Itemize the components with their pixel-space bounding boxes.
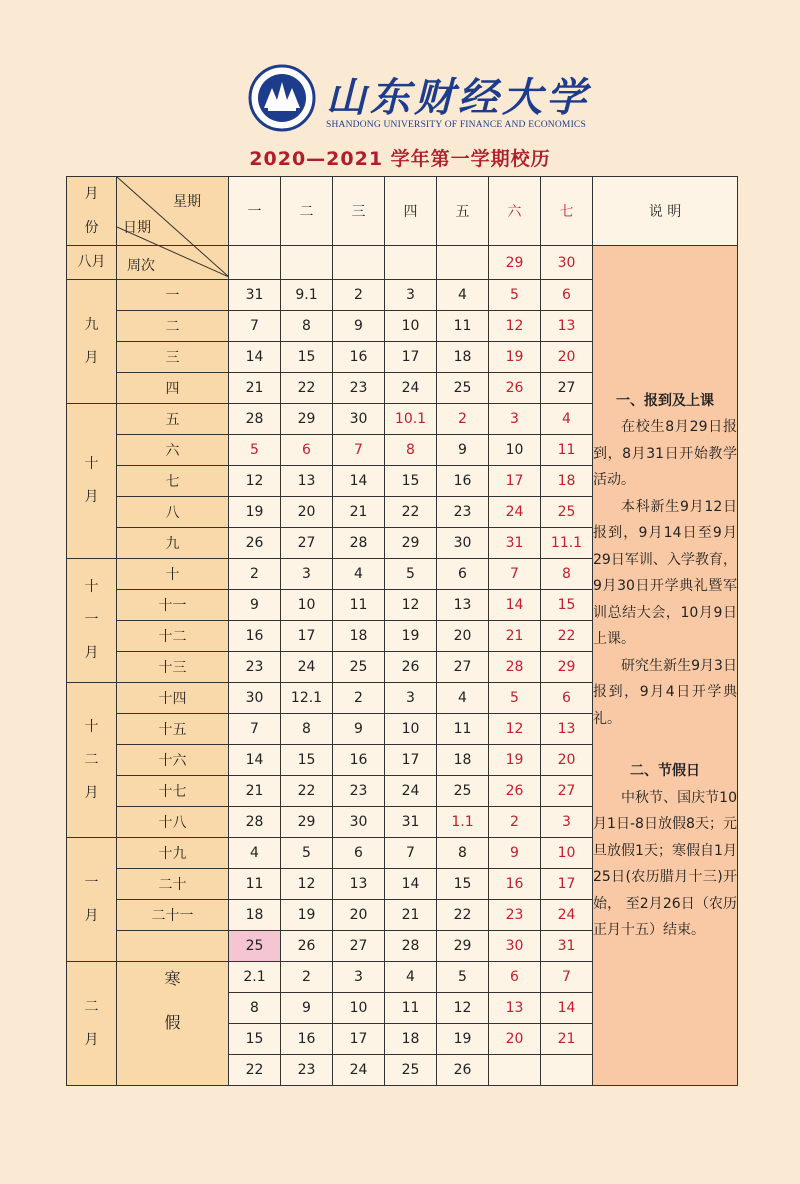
date-cell: 15: [541, 590, 593, 621]
date-cell: 13: [489, 993, 541, 1024]
date-cell: 16: [437, 466, 489, 497]
date-cell: 17: [385, 342, 437, 373]
notes-paragraph: 在校生8月29日报到，8月31日开始教学活动。: [593, 419, 737, 488]
date-cell: 17: [281, 621, 333, 652]
date-cell: 19: [489, 745, 541, 776]
date-cell: 28: [229, 404, 281, 435]
date-cell: 23: [333, 776, 385, 807]
date-cell: 14: [229, 745, 281, 776]
date-cell: 9: [437, 435, 489, 466]
diag-week-label: 周次: [127, 258, 155, 274]
date-cell: 20: [541, 342, 593, 373]
date-cell: 21: [333, 497, 385, 528]
university-seal-icon: [248, 64, 316, 132]
university-name-cn: 山东财经大学: [326, 74, 590, 121]
date-cell: 13: [333, 869, 385, 900]
date-cell: 9.1: [281, 280, 333, 311]
date-cell: 25: [333, 652, 385, 683]
date-cell: 17: [541, 869, 593, 900]
date-cell: 29: [385, 528, 437, 559]
date-cell: 16: [281, 1024, 333, 1055]
date-cell: 10.1: [385, 404, 437, 435]
diag-date-label: 日期: [123, 220, 151, 236]
date-cell: 24: [281, 652, 333, 683]
date-cell: 6: [437, 559, 489, 590]
date-cell: 23: [229, 652, 281, 683]
date-cell: 23: [281, 1055, 333, 1086]
date-cell: 6: [541, 683, 593, 714]
week-number-cell: 九: [117, 528, 229, 559]
week-number-cell: 六: [117, 435, 229, 466]
date-cell: 4: [333, 559, 385, 590]
date-cell: 10: [489, 435, 541, 466]
page-title: 2020—2021 学年第一学期校历: [249, 148, 551, 170]
date-cell: 24: [385, 776, 437, 807]
week-number-cell: 四: [117, 373, 229, 404]
weekday-header: 五: [437, 177, 489, 246]
date-cell: 4: [541, 404, 593, 435]
date-cell: 11: [541, 435, 593, 466]
date-cell: 14: [229, 342, 281, 373]
date-cell: 19: [437, 1024, 489, 1055]
date-cell: 17: [489, 466, 541, 497]
date-cell: 3: [385, 280, 437, 311]
week-number-cell: 二十一: [117, 900, 229, 931]
date-cell: 15: [281, 745, 333, 776]
date-cell: [281, 246, 333, 280]
date-cell: 27: [333, 931, 385, 962]
date-cell: 9: [281, 993, 333, 1024]
date-cell: 25: [437, 776, 489, 807]
date-cell: 2: [333, 280, 385, 311]
date-cell: 30: [541, 246, 593, 280]
date-cell: [541, 1055, 593, 1086]
date-cell: 2: [229, 559, 281, 590]
date-cell: 4: [385, 962, 437, 993]
date-cell: 25: [385, 1055, 437, 1086]
date-cell: 9: [229, 590, 281, 621]
date-cell: 3: [333, 962, 385, 993]
week-number-cell: 十七: [117, 776, 229, 807]
weekday-header: 四: [385, 177, 437, 246]
date-cell: 11: [333, 590, 385, 621]
date-cell: 3: [489, 404, 541, 435]
date-cell: 2: [281, 962, 333, 993]
date-cell: 8: [385, 435, 437, 466]
week-number-cell: 二十: [117, 869, 229, 900]
date-cell: 17: [385, 745, 437, 776]
date-cell: 30: [489, 931, 541, 962]
date-cell: [437, 246, 489, 280]
date-cell: 18: [385, 1024, 437, 1055]
date-cell: 30: [437, 528, 489, 559]
date-cell: 18: [541, 466, 593, 497]
month-cell: 二 月: [67, 962, 117, 1086]
date-cell: 27: [437, 652, 489, 683]
notes-paragraph: 研究生新生9月3日报到，9月4日开学典礼。: [593, 657, 737, 727]
date-cell: 20: [333, 900, 385, 931]
month-column-header: 月 份: [67, 177, 117, 246]
date-cell: 19: [281, 900, 333, 931]
date-cell: 8: [229, 993, 281, 1024]
date-cell: 4: [437, 280, 489, 311]
date-cell: 11: [437, 311, 489, 342]
date-cell: 6: [541, 280, 593, 311]
month-cell: 十 二 月: [67, 683, 117, 838]
month-cell: 十 一 月: [67, 559, 117, 683]
date-cell: 22: [437, 900, 489, 931]
date-cell: 5: [385, 559, 437, 590]
week-number-cell: 十三: [117, 652, 229, 683]
weekday-header: 一: [229, 177, 281, 246]
date-cell: 2.1: [229, 962, 281, 993]
date-cell: 7: [541, 962, 593, 993]
date-cell: 31: [385, 807, 437, 838]
date-cell: 22: [229, 1055, 281, 1086]
week-number-cell: 五: [117, 404, 229, 435]
date-cell: 20: [437, 621, 489, 652]
date-cell: 14: [385, 869, 437, 900]
date-cell: 11: [385, 993, 437, 1024]
diag-weekday-label: 星期: [173, 194, 201, 210]
date-cell: 20: [489, 1024, 541, 1055]
date-cell: 16: [229, 621, 281, 652]
week-number-cell: 三: [117, 342, 229, 373]
date-cell: 23: [333, 373, 385, 404]
date-cell: 27: [541, 373, 593, 404]
academic-calendar-table: [66, 176, 738, 1086]
date-cell: 9: [489, 838, 541, 869]
date-cell: 2: [489, 807, 541, 838]
date-cell: 18: [333, 621, 385, 652]
date-cell: 9: [333, 714, 385, 745]
date-cell: 11: [229, 869, 281, 900]
date-cell: 5: [437, 962, 489, 993]
date-cell: 29: [541, 652, 593, 683]
weekday-header: 三: [333, 177, 385, 246]
date-cell: 10: [541, 838, 593, 869]
week-number-cell: 一: [117, 280, 229, 311]
date-cell: [333, 246, 385, 280]
date-cell: 18: [437, 342, 489, 373]
date-cell: [489, 1055, 541, 1086]
date-cell: 28: [333, 528, 385, 559]
date-cell: 12: [385, 590, 437, 621]
date-cell: 7: [229, 311, 281, 342]
date-cell: 10: [281, 590, 333, 621]
date-cell: 24: [385, 373, 437, 404]
date-cell: 2: [333, 683, 385, 714]
date-cell: 7: [385, 838, 437, 869]
notes-paragraph: 本科新生9月12日报到，9月14日至9月29日军训、入学教育，9月30日开学典礼暨军训总结大会，10月9日上课。: [593, 498, 737, 647]
date-cell: 11.1: [541, 528, 593, 559]
week-number-cell: 十二: [117, 621, 229, 652]
date-cell: 2: [437, 404, 489, 435]
date-cell: 31: [489, 528, 541, 559]
date-cell: 13: [281, 466, 333, 497]
date-cell: 12: [281, 869, 333, 900]
week-number-cell: 十一: [117, 590, 229, 621]
date-cell: 24: [541, 900, 593, 931]
date-cell: 21: [489, 621, 541, 652]
date-cell: 24: [489, 497, 541, 528]
date-cell: 21: [541, 1024, 593, 1055]
date-cell: 23: [437, 497, 489, 528]
week-cell: [117, 931, 229, 962]
weekday-header: 七: [541, 177, 593, 246]
date-cell: 21: [229, 776, 281, 807]
date-cell: 25: [229, 931, 281, 962]
date-cell: 30: [333, 404, 385, 435]
date-cell: 29: [281, 404, 333, 435]
date-cell: 28: [229, 807, 281, 838]
date-cell: 22: [281, 776, 333, 807]
notes-header: 说 明: [593, 177, 738, 246]
date-cell: 26: [385, 652, 437, 683]
date-cell: 3: [281, 559, 333, 590]
notes-paragraph: 中秋节、国庆节10月1日-8日放假8天；元旦放假1天；寒假自1月25日(农历腊月十三)开始， 至2月26日（农历正月十五）结束。: [593, 789, 737, 938]
week-number-cell: 二: [117, 311, 229, 342]
date-cell: 30: [229, 683, 281, 714]
date-cell: 12: [489, 714, 541, 745]
date-cell: 17: [333, 1024, 385, 1055]
date-cell: 21: [385, 900, 437, 931]
date-cell: 10: [385, 311, 437, 342]
date-cell: 29: [437, 931, 489, 962]
date-cell: 15: [385, 466, 437, 497]
date-cell: 13: [541, 311, 593, 342]
date-cell: 21: [229, 373, 281, 404]
date-cell: 18: [437, 745, 489, 776]
week-number-cell: 十八: [117, 807, 229, 838]
weekday-header: 六: [489, 177, 541, 246]
date-cell: 5: [281, 838, 333, 869]
date-cell: 19: [489, 342, 541, 373]
date-cell: 14: [541, 993, 593, 1024]
date-cell: 9: [333, 311, 385, 342]
notes-section2-title: 二、节假日: [630, 763, 700, 779]
date-cell: 12.1: [281, 683, 333, 714]
week-number-cell: 七: [117, 466, 229, 497]
date-cell: 6: [281, 435, 333, 466]
date-cell: [229, 246, 281, 280]
date-cell: 10: [385, 714, 437, 745]
month-cell: 十 月: [67, 404, 117, 559]
notes-section1-title: 一、报到及上课: [616, 392, 714, 409]
date-cell: 14: [333, 466, 385, 497]
weekday-header: 二: [281, 177, 333, 246]
date-cell: 18: [229, 900, 281, 931]
university-name-en: SHANDONG UNIVERSITY OF FINANCE AND ECONOMICS: [326, 120, 586, 130]
date-cell: 15: [281, 342, 333, 373]
date-cell: 27: [281, 528, 333, 559]
date-cell: 28: [489, 652, 541, 683]
date-cell: 23: [489, 900, 541, 931]
date-cell: [385, 246, 437, 280]
date-cell: 31: [541, 931, 593, 962]
date-cell: 8: [541, 559, 593, 590]
date-cell: 22: [541, 621, 593, 652]
week-number-cell: 十: [117, 559, 229, 590]
month-cell: 九 月: [67, 280, 117, 404]
date-cell: 19: [385, 621, 437, 652]
date-cell: 26: [281, 931, 333, 962]
date-cell: 8: [281, 311, 333, 342]
winter-break-label: 寒 假: [117, 962, 229, 1086]
date-cell: 4: [437, 683, 489, 714]
week-number-cell: 八: [117, 497, 229, 528]
date-cell: 22: [281, 373, 333, 404]
date-cell: 26: [229, 528, 281, 559]
date-cell: 22: [385, 497, 437, 528]
date-cell: 16: [333, 745, 385, 776]
week-number-cell: 十九: [117, 838, 229, 869]
date-cell: 13: [541, 714, 593, 745]
date-cell: 8: [281, 714, 333, 745]
date-cell: 12: [229, 466, 281, 497]
date-cell: 24: [333, 1055, 385, 1086]
date-cell: 7: [489, 559, 541, 590]
date-cell: 4: [229, 838, 281, 869]
month-cell: 一 月: [67, 838, 117, 962]
date-cell: 30: [333, 807, 385, 838]
date-cell: 8: [437, 838, 489, 869]
week-number-cell: 十六: [117, 745, 229, 776]
date-cell: 29: [281, 807, 333, 838]
week-number-cell: 十五: [117, 714, 229, 745]
date-cell: 10: [333, 993, 385, 1024]
date-cell: 5: [229, 435, 281, 466]
date-cell: 7: [229, 714, 281, 745]
date-cell: 3: [385, 683, 437, 714]
university-logo: [248, 62, 590, 138]
date-cell: 20: [281, 497, 333, 528]
date-cell: 26: [489, 373, 541, 404]
date-cell: 6: [333, 838, 385, 869]
date-cell: 19: [229, 497, 281, 528]
date-cell: 14: [489, 590, 541, 621]
notes-panel: [593, 246, 738, 1086]
date-cell: 15: [229, 1024, 281, 1055]
date-cell: 25: [541, 497, 593, 528]
date-cell: 20: [541, 745, 593, 776]
date-cell: 12: [437, 993, 489, 1024]
date-cell: 1.1: [437, 807, 489, 838]
date-cell: 25: [437, 373, 489, 404]
date-cell: 29: [489, 246, 541, 280]
date-cell: 26: [437, 1055, 489, 1086]
date-cell: 11: [437, 714, 489, 745]
date-cell: 13: [437, 590, 489, 621]
diagonal-header: [117, 177, 229, 274]
date-cell: 26: [489, 776, 541, 807]
date-cell: 27: [541, 776, 593, 807]
date-cell: 6: [489, 962, 541, 993]
date-cell: 28: [385, 931, 437, 962]
date-cell: 31: [229, 280, 281, 311]
date-cell: 7: [333, 435, 385, 466]
month-cell: 八月: [67, 246, 117, 280]
date-cell: 5: [489, 683, 541, 714]
date-cell: 16: [489, 869, 541, 900]
date-cell: 15: [437, 869, 489, 900]
date-cell: 16: [333, 342, 385, 373]
week-number-cell: 十四: [117, 683, 229, 714]
date-cell: 12: [489, 311, 541, 342]
date-cell: 3: [541, 807, 593, 838]
date-cell: 5: [489, 280, 541, 311]
